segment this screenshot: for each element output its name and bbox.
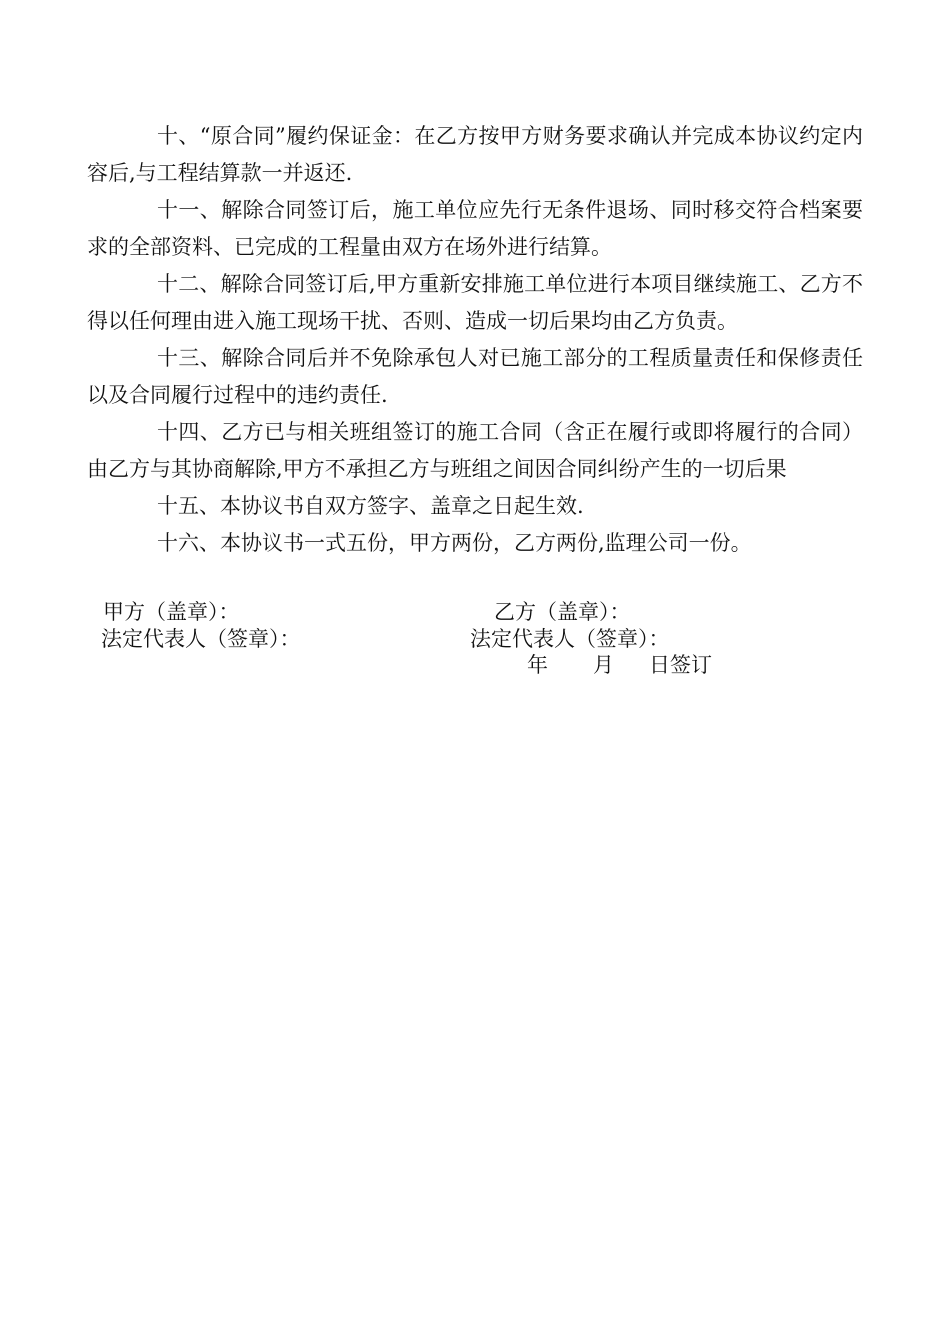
clause-15: 十五、本协议书自双方签字、盖章之日起生效. [157, 494, 584, 518]
party-a-stamp-label: 甲方（盖章）： [103, 600, 240, 624]
party-a-representative-label: 法定代表人（签章）： [101, 627, 301, 651]
party-b-representative-label: 法定代表人（签章）： [470, 627, 670, 651]
clause-13: 十三、解除合同后并不免除承包人对已施工部分的工程质量责任和保修责任以及合同履行过程中的违约责任. [87, 346, 863, 407]
clause-10: 十、“原合同”履约保证金：在乙方按甲方财务要求确认并完成本协议约定内容后,与工程结算款一并返还. [87, 124, 863, 185]
signing-date [527, 652, 712, 678]
clause-12: 十二、解除合同签订后,甲方重新安排施工单位进行本项目继续施工、乙方不得以任何理由进入施工现场干扰、否则、造成一切后果均由乙方负责。 [87, 272, 863, 333]
clause-16: 十六、本协议书一式五份，甲方两份，乙方两份,监理公司一份。 [157, 531, 752, 555]
date-year-label: 年 [527, 653, 548, 677]
date-day-label: 日签订 [649, 653, 712, 677]
agreement-clauses [87, 118, 863, 562]
clause-14: 十四、乙方已与相关班组签订的施工合同（含正在履行或即将履行的合同）由乙方与其协商解除,甲方不承担乙方与班组之间因合同纠纷产生的一切后果 [87, 420, 863, 481]
date-month-label: 月 [593, 653, 614, 677]
clause-11: 十一、解除合同签订后，施工单位应先行无条件退场、同时移交符合档案要求的全部资料、已完成的工程量由双方在场外进行结算。 [87, 198, 863, 259]
party-b-stamp-label: 乙方（盖章）： [494, 600, 631, 624]
